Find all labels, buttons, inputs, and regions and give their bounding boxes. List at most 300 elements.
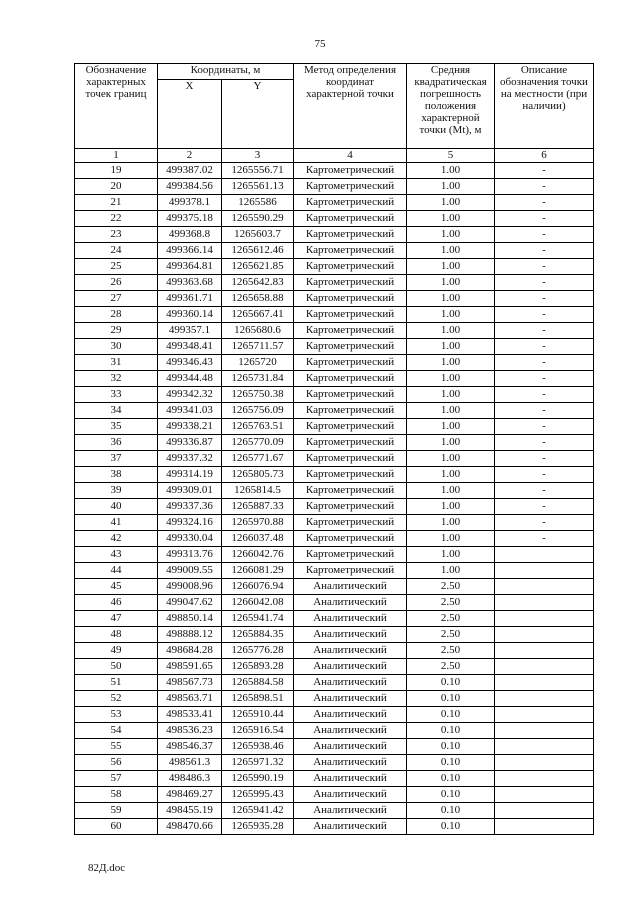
description-cell: - bbox=[495, 307, 594, 323]
coord-y-cell: 1265750.38 bbox=[222, 387, 294, 403]
coord-y-cell: 1266042.08 bbox=[222, 595, 294, 611]
header-x: X bbox=[158, 80, 222, 149]
table-row bbox=[75, 323, 594, 339]
coord-y-cell: 1266037.48 bbox=[222, 531, 294, 547]
point-id-cell: 38 bbox=[75, 467, 158, 483]
table-row bbox=[75, 595, 594, 611]
description-cell bbox=[495, 707, 594, 723]
description-cell bbox=[495, 563, 594, 579]
coord-y-cell: 1265910.44 bbox=[222, 707, 294, 723]
point-id-cell: 42 bbox=[75, 531, 158, 547]
coord-x-cell: 498563.71 bbox=[158, 691, 222, 707]
mean-error-cell: 1.00 bbox=[407, 275, 495, 291]
coord-y-cell: 1265711.57 bbox=[222, 339, 294, 355]
mean-error-cell: 0.10 bbox=[407, 707, 495, 723]
table-row bbox=[75, 275, 594, 291]
mean-error-cell: 0.10 bbox=[407, 819, 495, 835]
table-row bbox=[75, 611, 594, 627]
mean-error-cell: 1.00 bbox=[407, 403, 495, 419]
coord-x-cell: 498455.19 bbox=[158, 803, 222, 819]
mean-error-cell: 1.00 bbox=[407, 499, 495, 515]
method-cell: Картометрический bbox=[294, 547, 407, 563]
description-cell bbox=[495, 819, 594, 835]
point-id-cell: 37 bbox=[75, 451, 158, 467]
mean-error-cell: 0.10 bbox=[407, 723, 495, 739]
table-row bbox=[75, 419, 594, 435]
coord-x-cell: 498567.73 bbox=[158, 675, 222, 691]
mean-error-cell: 1.00 bbox=[407, 563, 495, 579]
method-cell: Аналитический bbox=[294, 803, 407, 819]
point-id-cell: 43 bbox=[75, 547, 158, 563]
mean-error-cell: 2.50 bbox=[407, 611, 495, 627]
header-designation: Обозначение характерных точек границ bbox=[75, 64, 158, 149]
header-y: Y bbox=[222, 80, 294, 149]
mean-error-cell: 1.00 bbox=[407, 371, 495, 387]
table-row bbox=[75, 467, 594, 483]
table-row bbox=[75, 787, 594, 803]
coord-y-cell: 1265805.73 bbox=[222, 467, 294, 483]
table-row bbox=[75, 355, 594, 371]
description-cell bbox=[495, 723, 594, 739]
table-row bbox=[75, 371, 594, 387]
point-id-cell: 32 bbox=[75, 371, 158, 387]
table-row bbox=[75, 339, 594, 355]
table-row bbox=[75, 179, 594, 195]
table-row bbox=[75, 515, 594, 531]
table-row bbox=[75, 723, 594, 739]
description-cell: - bbox=[495, 515, 594, 531]
coord-y-cell: 1265884.58 bbox=[222, 675, 294, 691]
method-cell: Аналитический bbox=[294, 579, 407, 595]
mean-error-cell: 1.00 bbox=[407, 435, 495, 451]
page-number: 75 bbox=[314, 38, 326, 50]
description-cell: - bbox=[495, 275, 594, 291]
table-row bbox=[75, 387, 594, 403]
coord-x-cell: 499361.71 bbox=[158, 291, 222, 307]
description-cell bbox=[495, 643, 594, 659]
description-cell: - bbox=[495, 339, 594, 355]
mean-error-cell: 1.00 bbox=[407, 243, 495, 259]
mean-error-cell: 1.00 bbox=[407, 451, 495, 467]
method-cell: Картометрический bbox=[294, 179, 407, 195]
coord-x-cell: 499366.14 bbox=[158, 243, 222, 259]
coord-x-cell: 499047.62 bbox=[158, 595, 222, 611]
description-cell: - bbox=[495, 451, 594, 467]
point-id-cell: 45 bbox=[75, 579, 158, 595]
description-cell: - bbox=[495, 435, 594, 451]
coord-x-cell: 498486.3 bbox=[158, 771, 222, 787]
mean-error-cell: 0.10 bbox=[407, 787, 495, 803]
table-row bbox=[75, 819, 594, 835]
table-row bbox=[75, 291, 594, 307]
point-id-cell: 54 bbox=[75, 723, 158, 739]
column-number: 4 bbox=[294, 149, 407, 163]
description-cell bbox=[495, 579, 594, 595]
coord-y-cell: 1265887.33 bbox=[222, 499, 294, 515]
description-cell: - bbox=[495, 531, 594, 547]
method-cell: Аналитический bbox=[294, 595, 407, 611]
column-number: 2 bbox=[158, 149, 222, 163]
description-cell bbox=[495, 691, 594, 707]
coord-x-cell: 498469.27 bbox=[158, 787, 222, 803]
point-id-cell: 58 bbox=[75, 787, 158, 803]
method-cell: Аналитический bbox=[294, 675, 407, 691]
coord-y-cell: 1266076.94 bbox=[222, 579, 294, 595]
mean-error-cell: 1.00 bbox=[407, 195, 495, 211]
method-cell: Картометрический bbox=[294, 467, 407, 483]
description-cell bbox=[495, 787, 594, 803]
method-cell: Аналитический bbox=[294, 771, 407, 787]
point-id-cell: 29 bbox=[75, 323, 158, 339]
table-row bbox=[75, 771, 594, 787]
coord-x-cell: 499368.8 bbox=[158, 227, 222, 243]
point-id-cell: 59 bbox=[75, 803, 158, 819]
point-id-cell: 55 bbox=[75, 739, 158, 755]
coord-y-cell: 1265756.09 bbox=[222, 403, 294, 419]
coord-x-cell: 499008.96 bbox=[158, 579, 222, 595]
description-cell: - bbox=[495, 291, 594, 307]
description-cell: - bbox=[495, 419, 594, 435]
table-body bbox=[75, 163, 594, 835]
description-cell bbox=[495, 739, 594, 755]
point-id-cell: 60 bbox=[75, 819, 158, 835]
point-id-cell: 24 bbox=[75, 243, 158, 259]
coord-x-cell: 498684.28 bbox=[158, 643, 222, 659]
table-row bbox=[75, 707, 594, 723]
description-cell: - bbox=[495, 403, 594, 419]
method-cell: Аналитический bbox=[294, 707, 407, 723]
coord-x-cell: 498850.14 bbox=[158, 611, 222, 627]
mean-error-cell: 1.00 bbox=[407, 307, 495, 323]
header-error: Средняя квадратическая погрешность положения характерной точки (Mt), м bbox=[407, 64, 495, 149]
coord-y-cell: 1265941.42 bbox=[222, 803, 294, 819]
description-cell: - bbox=[495, 211, 594, 227]
coord-y-cell: 1266042.76 bbox=[222, 547, 294, 563]
coord-y-cell: 1265770.09 bbox=[222, 435, 294, 451]
mean-error-cell: 2.50 bbox=[407, 595, 495, 611]
header-coordinates: Координаты, м bbox=[158, 64, 294, 80]
mean-error-cell: 1.00 bbox=[407, 355, 495, 371]
description-cell bbox=[495, 611, 594, 627]
table-row bbox=[75, 259, 594, 275]
mean-error-cell: 1.00 bbox=[407, 467, 495, 483]
description-cell: - bbox=[495, 483, 594, 499]
description-cell: - bbox=[495, 323, 594, 339]
column-number: 1 bbox=[75, 149, 158, 163]
coord-y-cell: 1265776.28 bbox=[222, 643, 294, 659]
coord-y-cell: 1265720 bbox=[222, 355, 294, 371]
table-row bbox=[75, 499, 594, 515]
method-cell: Аналитический bbox=[294, 787, 407, 803]
coord-x-cell: 499336.87 bbox=[158, 435, 222, 451]
mean-error-cell: 0.10 bbox=[407, 691, 495, 707]
method-cell: Аналитический bbox=[294, 611, 407, 627]
table-row bbox=[75, 755, 594, 771]
coord-y-cell: 1265667.41 bbox=[222, 307, 294, 323]
coord-y-cell: 1265642.83 bbox=[222, 275, 294, 291]
mean-error-cell: 0.10 bbox=[407, 739, 495, 755]
mean-error-cell: 1.00 bbox=[407, 227, 495, 243]
point-id-cell: 23 bbox=[75, 227, 158, 243]
point-id-cell: 51 bbox=[75, 675, 158, 691]
mean-error-cell: 0.10 bbox=[407, 771, 495, 787]
description-cell bbox=[495, 627, 594, 643]
method-cell: Картометрический bbox=[294, 371, 407, 387]
method-cell: Картометрический bbox=[294, 515, 407, 531]
mean-error-cell: 1.00 bbox=[407, 323, 495, 339]
table-row bbox=[75, 195, 594, 211]
method-cell: Картометрический bbox=[294, 387, 407, 403]
coord-y-cell: 1265763.51 bbox=[222, 419, 294, 435]
point-id-cell: 27 bbox=[75, 291, 158, 307]
coord-x-cell: 499346.43 bbox=[158, 355, 222, 371]
coord-x-cell: 499309.01 bbox=[158, 483, 222, 499]
table-row bbox=[75, 531, 594, 547]
method-cell: Аналитический bbox=[294, 755, 407, 771]
point-id-cell: 52 bbox=[75, 691, 158, 707]
method-cell: Картометрический bbox=[294, 291, 407, 307]
point-id-cell: 20 bbox=[75, 179, 158, 195]
point-id-cell: 57 bbox=[75, 771, 158, 787]
mean-error-cell: 0.10 bbox=[407, 755, 495, 771]
point-id-cell: 28 bbox=[75, 307, 158, 323]
coord-y-cell: 1265935.28 bbox=[222, 819, 294, 835]
coord-x-cell: 499314.19 bbox=[158, 467, 222, 483]
point-id-cell: 39 bbox=[75, 483, 158, 499]
coord-y-cell: 1265995.43 bbox=[222, 787, 294, 803]
method-cell: Аналитический bbox=[294, 739, 407, 755]
description-cell: - bbox=[495, 243, 594, 259]
coord-x-cell: 498591.65 bbox=[158, 659, 222, 675]
point-id-cell: 31 bbox=[75, 355, 158, 371]
description-cell bbox=[495, 803, 594, 819]
description-cell bbox=[495, 771, 594, 787]
coord-x-cell: 499363.68 bbox=[158, 275, 222, 291]
coord-y-cell: 1265603.7 bbox=[222, 227, 294, 243]
table-row bbox=[75, 627, 594, 643]
point-id-cell: 47 bbox=[75, 611, 158, 627]
table-row bbox=[75, 435, 594, 451]
method-cell: Картометрический bbox=[294, 275, 407, 291]
coord-x-cell: 499378.1 bbox=[158, 195, 222, 211]
description-cell: - bbox=[495, 499, 594, 515]
coord-x-cell: 498888.12 bbox=[158, 627, 222, 643]
table-row bbox=[75, 643, 594, 659]
point-id-cell: 36 bbox=[75, 435, 158, 451]
description-cell bbox=[495, 755, 594, 771]
coord-y-cell: 1265938.46 bbox=[222, 739, 294, 755]
method-cell: Картометрический bbox=[294, 323, 407, 339]
coord-x-cell: 499338.21 bbox=[158, 419, 222, 435]
coord-y-cell: 1265814.5 bbox=[222, 483, 294, 499]
point-id-cell: 21 bbox=[75, 195, 158, 211]
mean-error-cell: 1.00 bbox=[407, 387, 495, 403]
coord-x-cell: 499344.48 bbox=[158, 371, 222, 387]
table-row bbox=[75, 211, 594, 227]
coord-x-cell: 499330.04 bbox=[158, 531, 222, 547]
method-cell: Картометрический bbox=[294, 499, 407, 515]
mean-error-cell: 0.10 bbox=[407, 803, 495, 819]
method-cell: Картометрический bbox=[294, 563, 407, 579]
mean-error-cell: 1.00 bbox=[407, 419, 495, 435]
description-cell bbox=[495, 659, 594, 675]
coord-x-cell: 498536.23 bbox=[158, 723, 222, 739]
header-method: Метод определения координат характерной точки bbox=[294, 64, 407, 149]
point-id-cell: 53 bbox=[75, 707, 158, 723]
mean-error-cell: 1.00 bbox=[407, 291, 495, 307]
coord-x-cell: 498546.37 bbox=[158, 739, 222, 755]
method-cell: Картометрический bbox=[294, 451, 407, 467]
table-row bbox=[75, 451, 594, 467]
point-id-cell: 34 bbox=[75, 403, 158, 419]
coord-x-cell: 499387.02 bbox=[158, 163, 222, 179]
coord-y-cell: 1265590.29 bbox=[222, 211, 294, 227]
table-row bbox=[75, 563, 594, 579]
table-row bbox=[75, 227, 594, 243]
column-number: 3 bbox=[222, 149, 294, 163]
method-cell: Аналитический bbox=[294, 819, 407, 835]
method-cell: Аналитический bbox=[294, 723, 407, 739]
point-id-cell: 48 bbox=[75, 627, 158, 643]
point-id-cell: 30 bbox=[75, 339, 158, 355]
footer-filename: 82Д.doc bbox=[88, 862, 126, 874]
mean-error-cell: 1.00 bbox=[407, 531, 495, 547]
table-row bbox=[75, 579, 594, 595]
coord-y-cell: 1265556.71 bbox=[222, 163, 294, 179]
column-number: 6 bbox=[495, 149, 594, 163]
coord-x-cell: 499375.18 bbox=[158, 211, 222, 227]
method-cell: Картометрический bbox=[294, 483, 407, 499]
method-cell: Аналитический bbox=[294, 643, 407, 659]
point-id-cell: 56 bbox=[75, 755, 158, 771]
point-id-cell: 35 bbox=[75, 419, 158, 435]
point-id-cell: 50 bbox=[75, 659, 158, 675]
coord-y-cell: 1265731.84 bbox=[222, 371, 294, 387]
method-cell: Аналитический bbox=[294, 691, 407, 707]
method-cell: Картометрический bbox=[294, 243, 407, 259]
mean-error-cell: 1.00 bbox=[407, 483, 495, 499]
column-numbers-row bbox=[75, 149, 594, 163]
point-id-cell: 33 bbox=[75, 387, 158, 403]
coord-x-cell: 499324.16 bbox=[158, 515, 222, 531]
point-id-cell: 49 bbox=[75, 643, 158, 659]
coord-y-cell: 1265612.46 bbox=[222, 243, 294, 259]
coord-x-cell: 498561.3 bbox=[158, 755, 222, 771]
coord-y-cell: 1266081.29 bbox=[222, 563, 294, 579]
mean-error-cell: 1.00 bbox=[407, 515, 495, 531]
description-cell: - bbox=[495, 179, 594, 195]
point-id-cell: 46 bbox=[75, 595, 158, 611]
mean-error-cell: 1.00 bbox=[407, 163, 495, 179]
coord-y-cell: 1265621.85 bbox=[222, 259, 294, 275]
coord-x-cell: 499360.14 bbox=[158, 307, 222, 323]
table-row bbox=[75, 803, 594, 819]
coord-x-cell: 499337.36 bbox=[158, 499, 222, 515]
point-id-cell: 26 bbox=[75, 275, 158, 291]
method-cell: Картометрический bbox=[294, 355, 407, 371]
mean-error-cell: 2.50 bbox=[407, 579, 495, 595]
description-cell bbox=[495, 547, 594, 563]
column-number: 5 bbox=[407, 149, 495, 163]
description-cell bbox=[495, 595, 594, 611]
mean-error-cell: 0.10 bbox=[407, 675, 495, 691]
method-cell: Картометрический bbox=[294, 419, 407, 435]
method-cell: Картометрический bbox=[294, 259, 407, 275]
method-cell: Картометрический bbox=[294, 163, 407, 179]
description-cell: - bbox=[495, 467, 594, 483]
coord-y-cell: 1265893.28 bbox=[222, 659, 294, 675]
coord-x-cell: 499313.76 bbox=[158, 547, 222, 563]
coord-x-cell: 499341.03 bbox=[158, 403, 222, 419]
table-row bbox=[75, 739, 594, 755]
coord-x-cell: 499009.55 bbox=[158, 563, 222, 579]
method-cell: Аналитический bbox=[294, 659, 407, 675]
table-row bbox=[75, 163, 594, 179]
table-row bbox=[75, 243, 594, 259]
point-id-cell: 19 bbox=[75, 163, 158, 179]
coord-y-cell: 1265990.19 bbox=[222, 771, 294, 787]
coord-x-cell: 499357.1 bbox=[158, 323, 222, 339]
table-row bbox=[75, 483, 594, 499]
coord-y-cell: 1265884.35 bbox=[222, 627, 294, 643]
coord-y-cell: 1265680.6 bbox=[222, 323, 294, 339]
description-cell: - bbox=[495, 259, 594, 275]
mean-error-cell: 2.50 bbox=[407, 659, 495, 675]
method-cell: Картометрический bbox=[294, 307, 407, 323]
coord-y-cell: 1265771.67 bbox=[222, 451, 294, 467]
coord-x-cell: 499337.32 bbox=[158, 451, 222, 467]
point-id-cell: 25 bbox=[75, 259, 158, 275]
coord-x-cell: 499342.32 bbox=[158, 387, 222, 403]
method-cell: Картометрический bbox=[294, 339, 407, 355]
coord-x-cell: 498470.66 bbox=[158, 819, 222, 835]
coord-y-cell: 1265916.54 bbox=[222, 723, 294, 739]
coord-x-cell: 499364.81 bbox=[158, 259, 222, 275]
point-id-cell: 40 bbox=[75, 499, 158, 515]
coord-y-cell: 1265970.88 bbox=[222, 515, 294, 531]
description-cell: - bbox=[495, 227, 594, 243]
coord-x-cell: 498533.41 bbox=[158, 707, 222, 723]
method-cell: Аналитический bbox=[294, 627, 407, 643]
table-row bbox=[75, 659, 594, 675]
description-cell: - bbox=[495, 195, 594, 211]
coord-y-cell: 1265898.51 bbox=[222, 691, 294, 707]
mean-error-cell: 1.00 bbox=[407, 259, 495, 275]
table-row bbox=[75, 403, 594, 419]
method-cell: Картометрический bbox=[294, 531, 407, 547]
point-id-cell: 41 bbox=[75, 515, 158, 531]
mean-error-cell: 1.00 bbox=[407, 547, 495, 563]
mean-error-cell: 1.00 bbox=[407, 339, 495, 355]
description-cell: - bbox=[495, 163, 594, 179]
table-row bbox=[75, 675, 594, 691]
mean-error-cell: 1.00 bbox=[407, 179, 495, 195]
coord-x-cell: 499348.41 bbox=[158, 339, 222, 355]
method-cell: Картометрический bbox=[294, 211, 407, 227]
boundary-points-table bbox=[74, 63, 594, 835]
description-cell: - bbox=[495, 355, 594, 371]
coord-y-cell: 1265561.13 bbox=[222, 179, 294, 195]
point-id-cell: 22 bbox=[75, 211, 158, 227]
method-cell: Картометрический bbox=[294, 403, 407, 419]
method-cell: Картометрический bbox=[294, 435, 407, 451]
coord-y-cell: 1265971.32 bbox=[222, 755, 294, 771]
mean-error-cell: 1.00 bbox=[407, 211, 495, 227]
header-description: Описание обозначения точки на местности (при наличии) bbox=[495, 64, 594, 149]
description-cell: - bbox=[495, 371, 594, 387]
coord-x-cell: 499384.56 bbox=[158, 179, 222, 195]
description-cell bbox=[495, 675, 594, 691]
